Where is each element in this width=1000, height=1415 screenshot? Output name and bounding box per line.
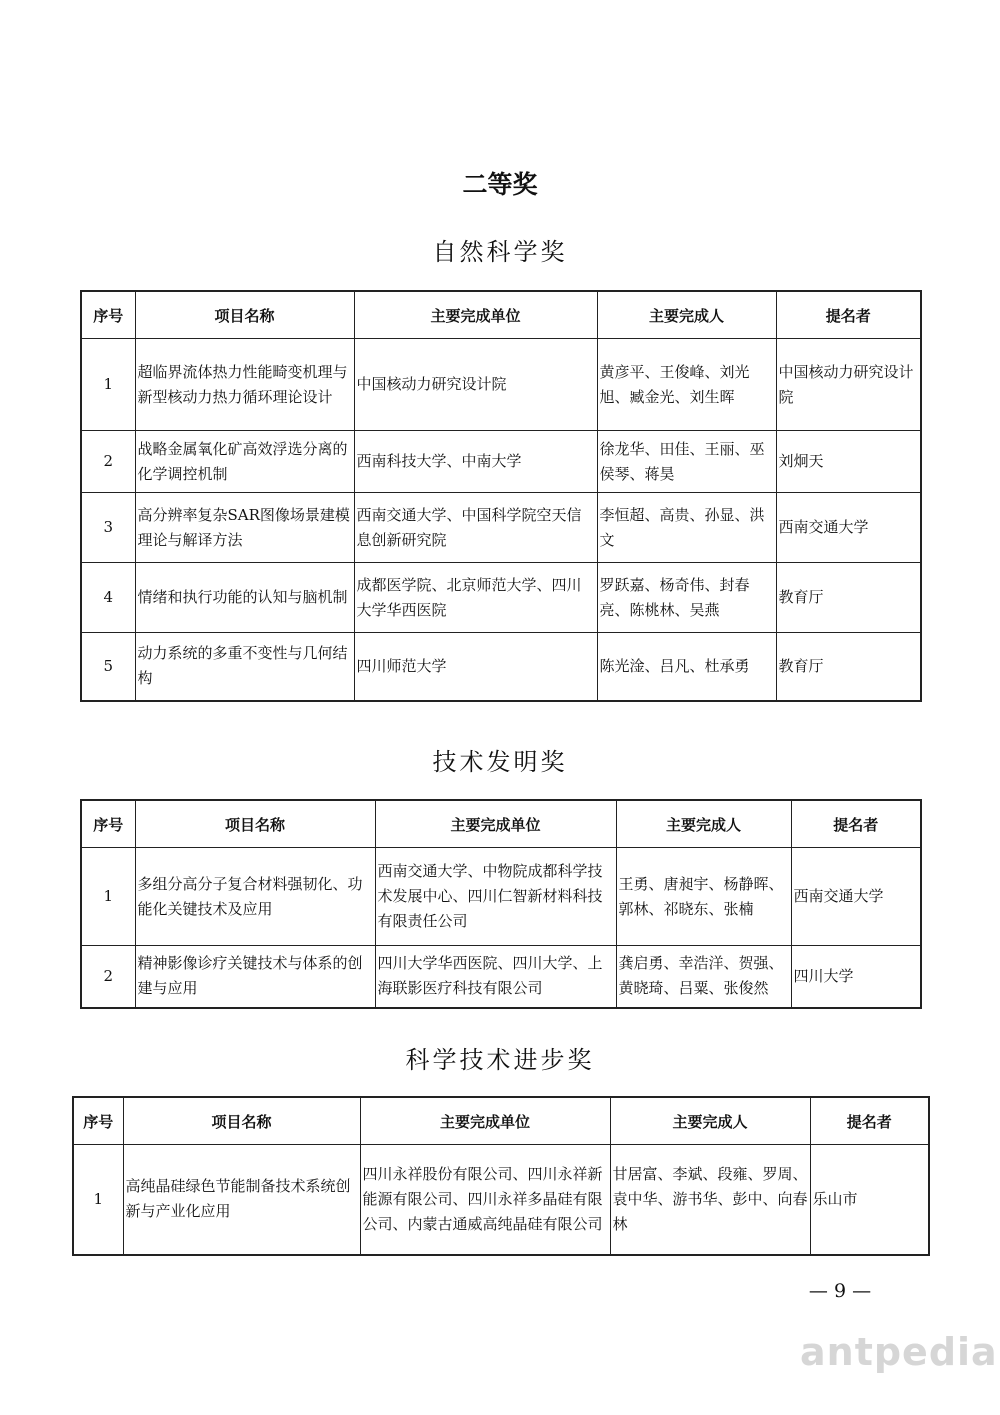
sci-tech-progress-award-table	[72, 1096, 930, 1256]
cell-nominator: 西南交通大学	[776, 493, 921, 563]
table-row	[81, 946, 921, 1008]
header-completing-units: 主要完成单位	[354, 291, 597, 339]
cell-serial-number: 4	[81, 563, 135, 633]
cell-completing-units: 西南交通大学、中国科学院空天信息创新研究院	[354, 493, 597, 563]
cell-project-name: 精神影像诊疗关键技术与体系的创建与应用	[135, 946, 375, 1008]
section-title-technical-invention: 技术发明奖	[432, 748, 568, 776]
table-row	[81, 431, 921, 493]
cell-project-name: 超临界流体热力性能畸变机理与新型核动力热力循环理论设计	[135, 339, 354, 431]
cell-completing-persons: 徐龙华、田佳、王丽、巫侯琴、蒋昊	[597, 431, 776, 493]
cell-project-name: 多组分高分子复合材料强韧化、功能化关键技术及应用	[135, 848, 375, 946]
cell-project-name: 高分辨率复杂SAR图像场景建模理论与解译方法	[135, 493, 354, 563]
header-completing-units: 主要完成单位	[375, 800, 616, 848]
cell-project-name: 动力系统的多重不变性与几何结构	[135, 633, 354, 701]
cell-serial-number: 1	[73, 1145, 123, 1255]
cell-serial-number: 3	[81, 493, 135, 563]
header-project-name: 项目名称	[123, 1097, 360, 1145]
cell-nominator: 教育厅	[776, 633, 921, 701]
page-title: 二等奖	[462, 170, 538, 199]
cell-nominator: 教育厅	[776, 563, 921, 633]
table-header-row	[81, 291, 921, 339]
cell-serial-number: 1	[81, 848, 135, 946]
cell-nominator: 中国核动力研究设计院	[776, 339, 921, 431]
header-completing-units: 主要完成单位	[360, 1097, 610, 1145]
cell-completing-persons: 甘居富、李斌、段雍、罗周、袁中华、游书华、彭中、向春林	[610, 1145, 810, 1255]
table-row	[81, 493, 921, 563]
cell-serial-number: 2	[81, 431, 135, 493]
cell-serial-number: 5	[81, 633, 135, 701]
cell-completing-persons: 罗跃嘉、杨奇伟、封春亮、陈桃林、吴燕	[597, 563, 776, 633]
cell-nominator: 乐山市	[810, 1145, 929, 1255]
table-header-row	[73, 1097, 929, 1145]
cell-completing-units: 四川大学华西医院、四川大学、上海联影医疗科技有限公司	[375, 946, 616, 1008]
cell-serial-number: 2	[81, 946, 135, 1008]
header-serial-number: 序号	[81, 291, 135, 339]
section-title-sci-tech-progress: 科学技术进步奖	[405, 1046, 595, 1074]
cell-completing-units: 西南科技大学、中南大学	[354, 431, 597, 493]
cell-completing-persons: 龚启勇、幸浩洋、贺强、黄晓琦、吕粟、张俊然	[616, 946, 791, 1008]
natural-science-award-table	[80, 290, 922, 702]
cell-completing-persons: 王勇、唐昶宇、杨静晖、郭林、祁晓东、张楠	[616, 848, 791, 946]
header-completing-persons: 主要完成人	[597, 291, 776, 339]
watermark-logo: antpedia	[800, 1330, 998, 1374]
table-row	[73, 1145, 929, 1255]
table-row	[81, 633, 921, 701]
table-row	[81, 563, 921, 633]
cell-completing-units: 成都医学院、北京师范大学、四川大学华西医院	[354, 563, 597, 633]
cell-project-name: 情绪和执行功能的认知与脑机制	[135, 563, 354, 633]
table-row	[81, 339, 921, 431]
cell-nominator: 四川大学	[791, 946, 921, 1008]
header-project-name: 项目名称	[135, 800, 375, 848]
cell-completing-units: 西南交通大学、中物院成都科学技术发展中心、四川仁智新材料科技有限责任公司	[375, 848, 616, 946]
header-completing-persons: 主要完成人	[616, 800, 791, 848]
cell-completing-persons: 黄彦平、王俊峰、刘光旭、臧金光、刘生晖	[597, 339, 776, 431]
header-nominator: 提名者	[810, 1097, 929, 1145]
cell-serial-number: 1	[81, 339, 135, 431]
cell-project-name: 高纯晶硅绿色节能制备技术系统创新与产业化应用	[123, 1145, 360, 1255]
header-nominator: 提名者	[776, 291, 921, 339]
section-title-natural-science: 自然科学奖	[432, 238, 568, 266]
cell-completing-persons: 陈光淦、吕凡、杜承勇	[597, 633, 776, 701]
table-row	[81, 848, 921, 946]
header-completing-persons: 主要完成人	[610, 1097, 810, 1145]
cell-completing-units: 四川永祥股份有限公司、四川永祥新能源有限公司、四川永祥多晶硅有限公司、内蒙古通威高纯晶硅有限公司	[360, 1145, 610, 1255]
cell-completing-units: 中国核动力研究设计院	[354, 339, 597, 431]
technical-invention-award-table	[80, 799, 922, 1009]
cell-project-name: 战略金属氧化矿高效浮选分离的化学调控机制	[135, 431, 354, 493]
header-serial-number: 序号	[81, 800, 135, 848]
cell-nominator: 西南交通大学	[791, 848, 921, 946]
header-project-name: 项目名称	[135, 291, 354, 339]
cell-completing-persons: 李恒超、高贵、孙显、洪文	[597, 493, 776, 563]
header-serial-number: 序号	[73, 1097, 123, 1145]
cell-completing-units: 四川师范大学	[354, 633, 597, 701]
page-number: — 9 —	[808, 1280, 872, 1302]
cell-nominator: 刘炯天	[776, 431, 921, 493]
header-nominator: 提名者	[791, 800, 921, 848]
table-header-row	[81, 800, 921, 848]
